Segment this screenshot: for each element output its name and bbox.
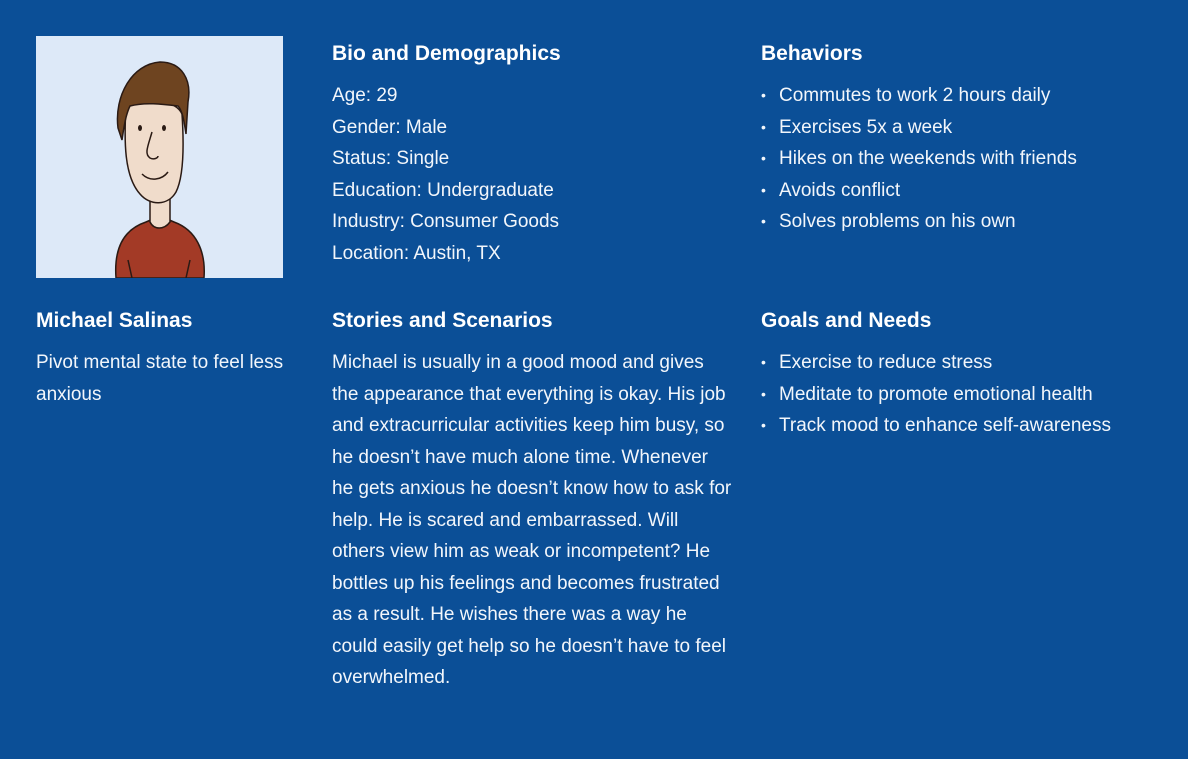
list-item: • Exercise to reduce stress (761, 347, 1161, 379)
list-item: • Hikes on the weekends with friends (761, 143, 1161, 175)
persona-name: Michael Salinas (36, 309, 193, 332)
bio-item-location: Location: Austin, TX (332, 242, 501, 264)
stories-text: Michael is usually in a good mood and gives the appearance that everything is okay. His job and extracurricular activities keep him busy, so he doesn’t have much alone time. Whenever he gets anxious he doesn’t know how to ask for help. He is scared and embarrassed. Will others view him as weak or incompetent? He bottles up his feelings and becomes frustrated as a result. He wishes there was a way he could easily get help so he doesn’t have to feel overwhelmed. (332, 352, 732, 688)
behaviors-title: Behaviors (761, 42, 863, 65)
behaviors-list (761, 80, 1161, 238)
goals-title: Goals and Needs (761, 309, 932, 332)
list-item: • Track mood to enhance self-awareness (761, 410, 1161, 442)
bio-list (332, 80, 712, 269)
bio-section (332, 40, 712, 269)
goals-list (761, 347, 1161, 442)
list-item: • Avoids conflict (761, 175, 1161, 207)
bio-item-industry: Industry: Consumer Goods (332, 211, 560, 232)
list-item: • Meditate to promote emotional health (761, 379, 1161, 411)
persona-info (36, 307, 296, 410)
stories-title: Stories and Scenarios (332, 309, 553, 332)
list-item: • Commutes to work 2 hours daily (761, 80, 1161, 112)
list-item: • Exercises 5x a week (761, 112, 1161, 144)
bio-item-education: Education: Undergraduate (332, 179, 554, 201)
stories-section (332, 307, 732, 694)
list-item: • Solves problems on his own (761, 206, 1161, 238)
bio-item-gender: Gender: Male (332, 116, 448, 138)
persona-tagline: Pivot mental state to feel less anxious (36, 352, 284, 405)
avatar (36, 36, 283, 278)
behaviors-section (761, 40, 1161, 238)
bio-item-age: Age: 29 (332, 85, 398, 106)
goals-section (761, 307, 1161, 442)
bio-item-status: Status: Single (332, 148, 450, 169)
bio-title: Bio and Demographics (332, 42, 561, 65)
person-illustration (36, 36, 283, 278)
